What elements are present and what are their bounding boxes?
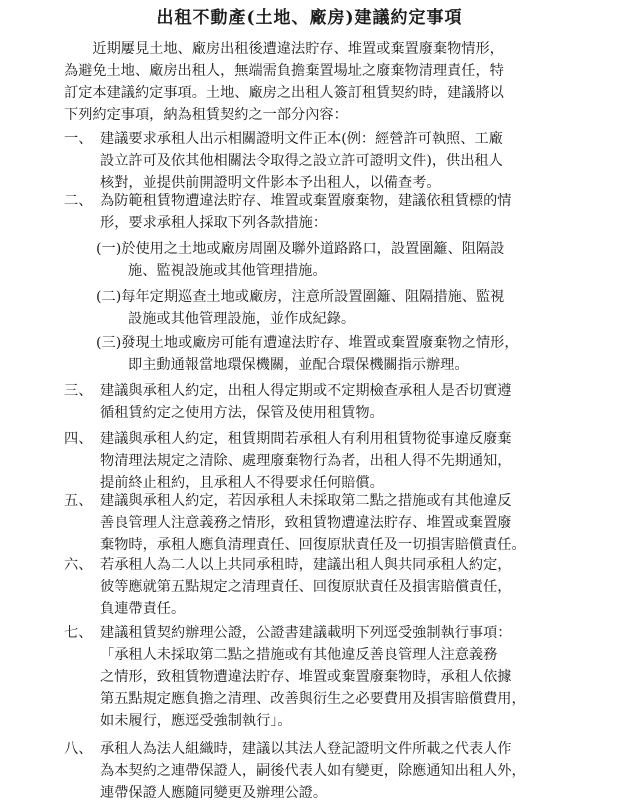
subclause-line: 施、監視設施或其他管理措施。 (128, 263, 327, 279)
clause-line: 第五點規定應負擔之清理、改善與衍生之必要費用及損害賠償費用， (100, 691, 526, 707)
clause-line: 核對，並提供前開證明文件影本予出租人，以備查考。 (100, 175, 441, 191)
intro-line: 訂定本建議約定事項。土地、廠房之出租人簽訂租賃契約時，建議將以 (64, 85, 504, 101)
clause-line: 彼等應就第五點規定之清理責任、回復原狀責任及損害賠償責任， (100, 579, 512, 595)
clause-line: 善良管理人注意義務之情形，致租賃物遭違法貯存、堆置或棄置廢 (100, 515, 512, 531)
clause-line: 棄物時，承租人應負清理責任、回復原狀責任及一切損害賠償責任。 (100, 537, 526, 553)
clause-line: 建議與承租人約定，若因承租人未採取第二點之措施或有其他違反 (100, 493, 512, 509)
clause-number: 五、 (64, 493, 93, 509)
clause-line: 建議與承租人約定，租賃期間若承租人有利用租賃物從事違反廢棄 (100, 431, 512, 447)
subclause-2 (96, 286, 566, 330)
clause-line: 連帶保證人應隨同變更及辦理公證。 (100, 785, 328, 801)
intro-paragraph (64, 38, 564, 126)
subclause-line: (一)於使用之土地或廠房周圍及聯外道路路口，設置圍籬、阻隔設 (96, 241, 505, 257)
subclause-line: (三)發現土地或廠房可能有遭違法貯存、堆置或棄置廢棄物之情形， (96, 335, 519, 351)
subclause-line: 即主動通報當地環保機關，並配合環保機關指示辦理。 (128, 357, 469, 373)
document-title: 出租不動產(土地、廠房)建議約定事項 (156, 8, 463, 28)
subclause-line: (二)每年定期巡查土地或廠房，注意所設置圍籬、阻隔措施、監視 (96, 289, 505, 305)
clause-text (100, 428, 584, 494)
clause-number: 七、 (64, 625, 93, 641)
intro-line: 近期屢見土地、廠房出租後遭違法貯存、堆置或棄置廢棄物情形， (64, 41, 504, 57)
clause-text (100, 738, 584, 804)
clause-line: 提前終止租約，且承租人不得要求任何賠償。 (100, 475, 384, 491)
clause-text (100, 380, 584, 424)
clause-line: 承租人為法人組織時，建議以其法人登記證明文件所載之代表人作 (100, 741, 512, 757)
clause-number: 四、 (64, 431, 93, 447)
clause-text (100, 490, 584, 556)
intro-line: 下列約定事項，納為租賃契約之一部分內容： (64, 107, 348, 123)
clause-line: 建議與承租人約定，出租人得定期或不定期檢查承租人是否切實遵 (100, 383, 512, 399)
subclause-line: 設施或其他管理設施，並作成紀錄。 (128, 311, 356, 327)
clause-line: 之情形，致租賃物遭違法貯存、堆置或棄置廢棄物時，承租人依據 (100, 669, 512, 685)
clause-number: 八、 (64, 741, 93, 757)
clause-line: 負連帶責任。 (100, 601, 186, 617)
clause-line: 物清理法規定之清除、處理廢棄物行為者，出租人得不先期通知， (100, 453, 512, 469)
clause-line: 若承租人為二人以上共同承租時，建議出租人與共同承租人約定， (100, 557, 512, 573)
clause-line: 設立許可及依其他相關法令取得之設立許可證明文件)，供出租人 (100, 153, 503, 169)
intro-line: 為避免土地、廠房出租人，無端需負擔棄置場址之廢棄物清理責任，特 (64, 63, 504, 79)
clause-text (100, 128, 584, 194)
clause-number: 一、 (64, 131, 93, 147)
clause-text (100, 190, 584, 234)
clause-text (100, 622, 584, 732)
clause-line: 「承租人未採取第二點之措施或有其他違反善良管理人注意義務 (100, 647, 498, 663)
clause-number: 六、 (64, 557, 93, 573)
subclause-1 (96, 238, 566, 282)
clause-line: 為本契約之連帶保證人，嗣後代表人如有變更，除應通知出租人外， (100, 763, 526, 779)
clause-line: 建議要求承租人出示相關證明文件正本(例：經營許可執照、工廠 (100, 131, 503, 147)
clause-line: 循租賃約定之使用方法，保管及使用租賃物。 (100, 405, 384, 421)
clause-number: 三、 (64, 383, 93, 399)
clause-line: 如未履行，應逕受強制執行」。 (100, 713, 292, 729)
clause-line: 建議租賃契約辦理公證，公證書建議載明下列逕受強制執行事項： (100, 625, 512, 641)
clause-line: 形，要求承租人採取下列各款措施： (100, 215, 328, 231)
clause-text (100, 554, 584, 620)
clause-number: 二、 (64, 193, 93, 209)
clause-line: 為防範租賃物遭違法貯存、堆置或棄置廢棄物，建議依租賃標的情 (100, 193, 512, 209)
subclause-3 (96, 332, 566, 376)
